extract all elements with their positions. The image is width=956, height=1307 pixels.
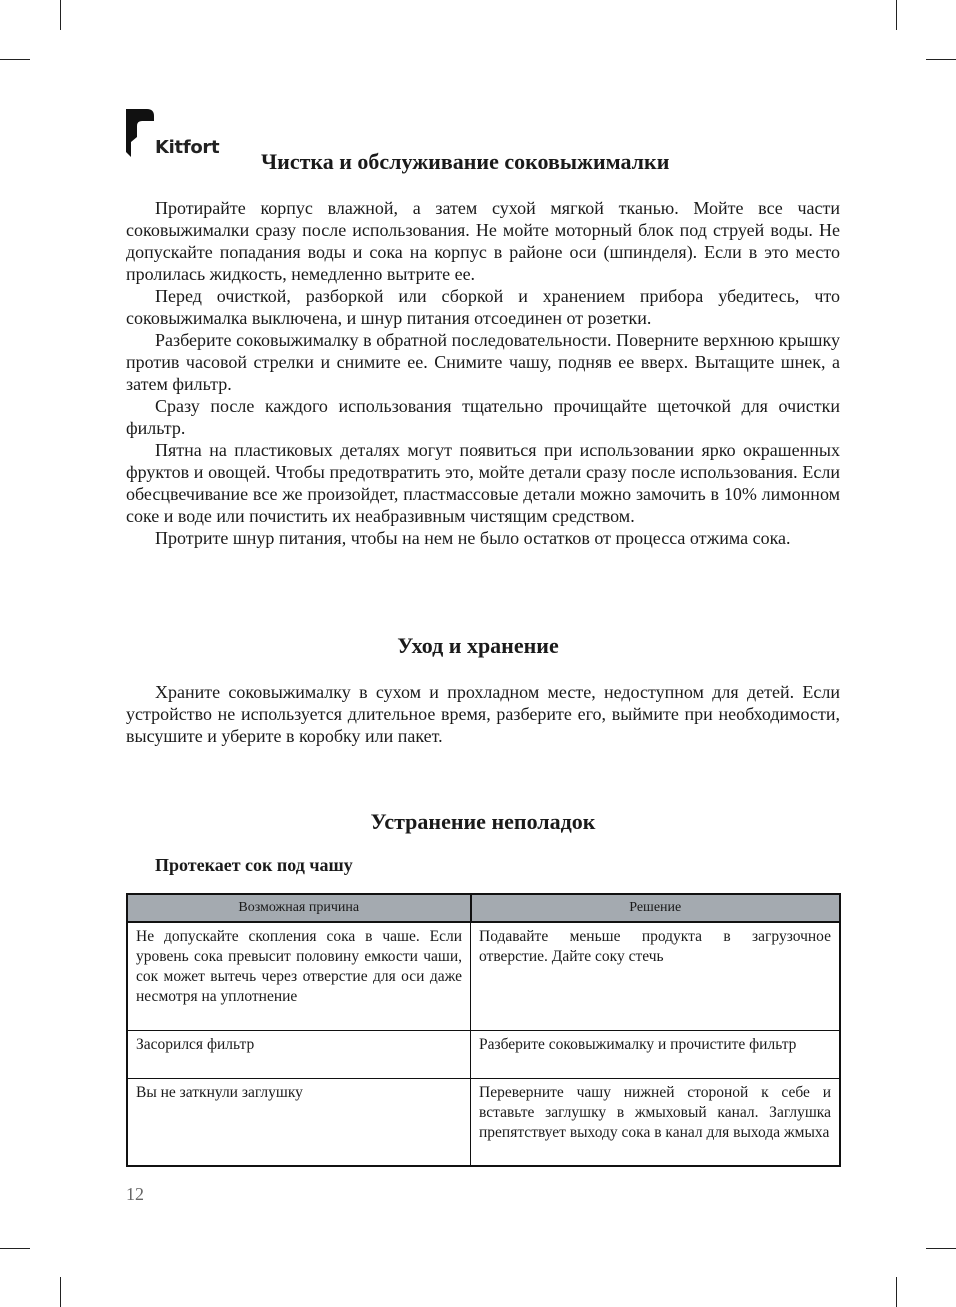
paragraph: Пятна на пластиковых деталях могут появиться при использовании ярко окрашенных фруктов и овощей. Чтобы предотвратить это, мойте детали сразу после использования. Если обесцвечивание все же произойдет, пластмассовые детали можно замочить в 10% лимонном соке и воде или почистить их неабразивным чистящим средством.: [126, 440, 840, 526]
brand-name: Kitfort: [155, 137, 220, 158]
table-row: [127, 1031, 840, 1079]
page-number: 12: [126, 1184, 144, 1204]
cause-cell: Вы не заткнули заглушку: [127, 1079, 471, 1167]
crop-mark: [926, 1248, 956, 1249]
crop-mark: [60, 0, 61, 30]
solution-cell: Подавайте меньше продукта в загрузочное отверстие. Дайте соку стечь: [471, 922, 841, 1031]
cleaning-section-body: [126, 197, 840, 549]
paragraph: Храните соковыжималку в сухом и прохладном месте, недоступном для детей. Если устройство не используется длительное время, разберите его, выймите при необходимости, высушите и уберите в коробку или пакет.: [126, 682, 840, 746]
section-title-troubleshooting: Устранение неполадок: [370, 809, 596, 834]
section-title-cleaning: Чистка и обслуживание соковыжималки: [261, 149, 670, 174]
care-section-body: [126, 681, 840, 747]
table-header-row: [127, 894, 840, 922]
crop-mark: [0, 59, 30, 60]
paragraph: Сразу после каждого использования тщательно прочищайте щеточкой для очистки фильтр.: [126, 396, 840, 438]
crop-mark: [0, 1248, 30, 1249]
section-title-care: Уход и хранение: [397, 633, 559, 658]
kitfort-logo-icon: [125, 108, 155, 158]
paragraph: Разберите соковыжималку в обратной последовательности. Поверните верхнюю крышку против часовой стрелки и снимите ее. Снимите чашу, подняв ее вверх. Вытащите шнек, а затем фильтр.: [126, 330, 840, 394]
crop-mark: [60, 1277, 61, 1307]
table-row: [127, 1079, 840, 1167]
crop-mark: [896, 0, 897, 30]
solution-cell: Разберите соковыжималку и прочистите фильтр: [471, 1031, 841, 1079]
cause-cell: Засорился фильтр: [127, 1031, 471, 1079]
crop-mark: [896, 1277, 897, 1307]
crop-mark: [926, 59, 956, 60]
column-header-solution: Решение: [471, 894, 841, 922]
cause-cell: Не допускайте скопления сока в чаше. Если уровень сока превысит половину емкости чаши, сок может вытечь через отверстие для оси даже несмотря на уплотнение: [127, 922, 471, 1031]
paragraph: Протрите шнур питания, чтобы на нем не было остатков от процесса отжима сока.: [155, 528, 791, 548]
paragraph: Протирайте корпус влажной, а затем сухой мягкой тканью. Мойте все части соковыжималки сразу после использования. Не мойте моторный блок под струей воды. Не допускайте попадания воды и сока на корпус в районе оси (шпинделя). Если в это место пролилась жидкость, немедленно вытрите ее.: [126, 198, 840, 284]
column-header-cause: Возможная причина: [127, 894, 471, 922]
table-row: [127, 922, 840, 1031]
paragraph: Перед очисткой, разборкой или сборкой и хранением прибора убедитесь, что соковыжималка выключена, и шнур питания отсоединен от розетки.: [126, 286, 840, 328]
solution-cell: Переверните чашу нижней стороной к себе и вставьте заглушку в жмыховый канал. Заглушка препятствует выходу сока в канал для выхода жмыха: [471, 1079, 841, 1167]
problem-subtitle: Протекает сок под чашу: [155, 855, 353, 875]
troubleshooting-table: [126, 893, 841, 1167]
